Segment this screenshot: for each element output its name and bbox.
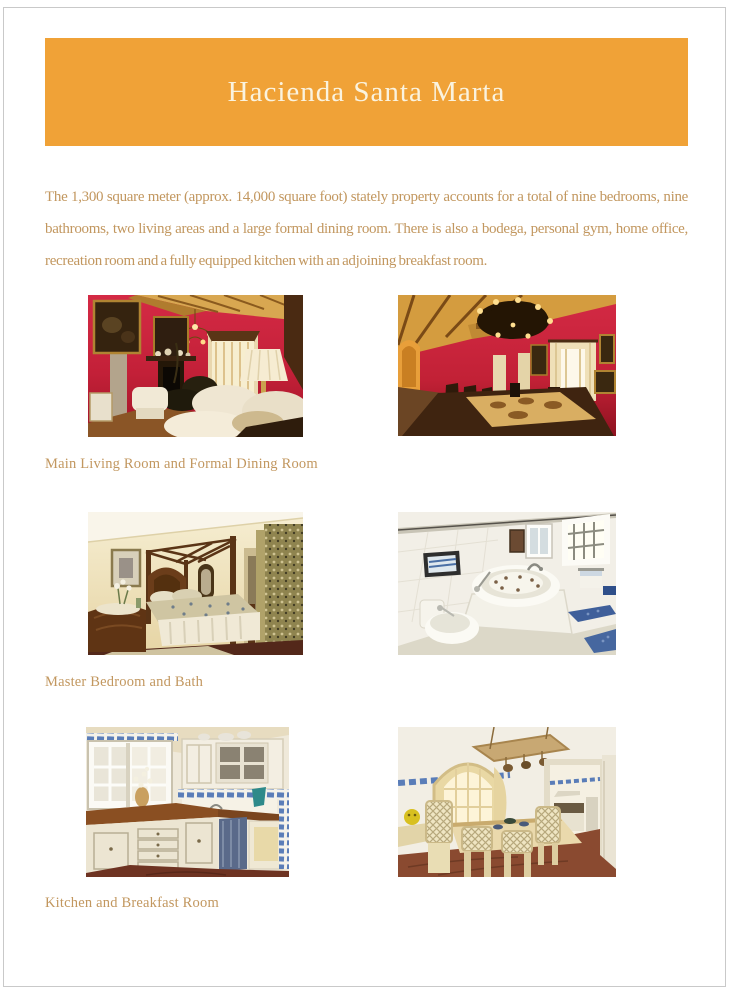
photo-master-bedroom (88, 512, 303, 655)
photo-main-living-room (88, 295, 303, 437)
photo-master-bathroom (398, 512, 616, 655)
page-title: Hacienda Santa Marta (227, 75, 506, 108)
caption-kitchen-breakfast: Kitchen and Breakfast Room (45, 895, 219, 911)
caption-bedroom-bath: Master Bedroom and Bath (45, 674, 204, 690)
kitchen-image (86, 727, 289, 877)
property-description: The 1,300 square meter (approx. 14,000 square foot) stately property accounts for a total of nine bedrooms, nine bathrooms, two living areas and a large formal dining room. There is also a bodega, personal gym, home office, recreation room and a fully equipped kitchen with an adjoining breakfast room. (45, 189, 688, 269)
main-living-room-image (88, 295, 303, 437)
photo-formal-dining-room (398, 295, 616, 436)
photo-kitchen (86, 727, 289, 877)
master-bedroom-image (88, 512, 303, 655)
title-banner (45, 38, 688, 146)
caption-living-dining: Main Living Room and Formal Dining Room (45, 456, 318, 472)
formal-dining-room-image (398, 295, 616, 436)
breakfast-room-image (398, 727, 616, 877)
photo-breakfast-room (398, 727, 616, 877)
master-bathroom-image (398, 512, 616, 655)
